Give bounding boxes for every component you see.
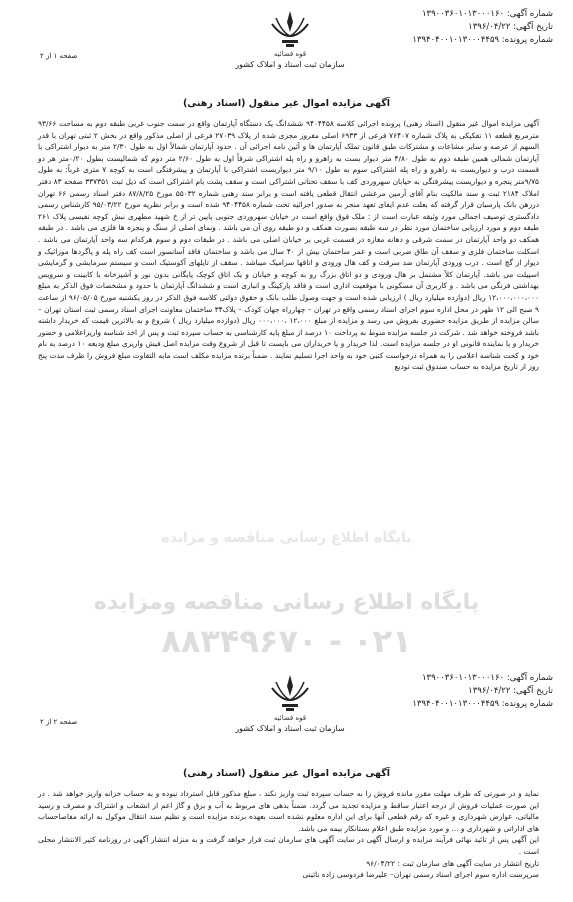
- judiciary-label: قوه قضائیه: [273, 714, 307, 722]
- notice1-page-number: صفحه ۱ از ۲: [40, 52, 78, 60]
- judiciary-emblem-icon: [260, 8, 320, 50]
- notice1-emblem: [200, 8, 380, 69]
- notice2-paragraph-1: نماید و در صورتی که ظرف مهلت مقرر مانده فروش را به حساب سپرده ثبت واریز نکند ، مبلغ مذکور قابل استرداد نبوده و به حساب خزانه واریز خواهد شد . در این صورت عملیات فروش از درجه اعتبار ساقط و مزایده تجدید می گردد. ضمناً بدهی های مربوط به آب و برق و گاز اعم از انشعاب و اشتراک و مصرف و رسید مالیاتی، عوارض شهرداری و غیره که رقم قطعی آنها برای این اداره معلوم نشده است بعهده برنده مزایده است و نظیم سند انتقال موکول به ارائه مفاصاحساب های اداراتی و شهرداری و ... و مورد مزایده طبق اعلام بستانکار بیمه می باشد.: [38, 789, 539, 833]
- notice2-publish-date: تاریخ انتشار در سایت آگهی های سازمان ثبت : ۹۶/۰۴/۲۲: [366, 858, 539, 868]
- notice2-ad-date: تاریخ آگهی: ۱۳۹۶/۰۴/۲۲: [468, 686, 553, 696]
- organization-name: سازمان ثبت اسناد و املاک کشور: [235, 724, 345, 733]
- notice2-ad-number: شماره آگهی: ۱۳۹۰۰۳۶۰۱۰۱۳۰۰۰۱۶۰: [421, 673, 553, 683]
- notice1-title: آگهی مزایده اموال غیر منقول (اسناد رهنی): [182, 98, 391, 109]
- judiciary-emblem-icon: [260, 672, 320, 714]
- notice1-ad-number: شماره آگهی: ۱۳۹۰۰۳۶۰۱۰۱۳۰۰۰۱۶۰: [421, 9, 553, 19]
- watermark-phone: ۰۲۱ - ۸۸۳۴۹۶۷۰: [161, 622, 412, 660]
- notice2-body: [38, 788, 539, 881]
- notice2-signature: سرپرست اداره سوم اجرای اسناد رسمی تهران– علیرضا فردوسی زاده نائینی: [302, 870, 539, 880]
- notice2-emblem: [200, 672, 380, 733]
- organization-name: سازمان ثبت اسناد و املاک کشور: [235, 60, 345, 69]
- watermark-title: پایگاه اطلاع رسانی مناقصه ومزایده: [93, 590, 480, 615]
- notice2-paragraph-2: این آگهی پس از تائید نهائی فرآیند مزایده و ارسال آگهی در سایت آگهی های سازمان ثبت قرار خواهد گرفت و به منزله انتشار آگهی در روزنامه کثیر الانتشار محلی است .: [38, 835, 539, 856]
- notice1-file-number: شماره پرونده: ۱۳۹۴۰۴۰۰۱۰۱۳۰۰۰۴۴۵۹: [412, 35, 553, 45]
- watermark-faint: پایگاه اطلاع رسانی مناقصه و مزایده: [161, 530, 412, 546]
- notice1-ad-date: تاریخ آگهی: ۱۳۹۶/۰۴/۲۲: [468, 22, 553, 32]
- notice2-page-number: صفحه ۲ از ۲: [40, 718, 78, 726]
- notice2-file-number: شماره پرونده: ۱۳۹۴۰۴۰۰۱۰۱۳۰۰۰۴۴۵۹: [412, 699, 553, 709]
- judiciary-label: قوه قضائیه: [273, 50, 307, 58]
- notice1-body: آگهی مزایده اموال غیر منقول (اسناد رهنی) پرونده اجرائی کلاسه ۹۴۰۴۴۵۸ ششدانگ یک دستگاه آپارتمان واقع در سمت جنوب غربی طبقه دوم به مساحت ۹۳/۶۶ مترمربع قطعه ۱۱ تفکیکی به پلاک شماره ۷۶۴۰۷ فرعی از ۶۹۳۳ اصلی مفروز مجزی شده از پلاک ۲۷۰۳۹ فرعی از اصلی مذکور واقع در بخش ۲ ثبتی تهران با قدر السهم از عرصه و سایر مشاعات و مشترکات طبق قانون تملک آپارتمان ها و آئین نامه اجرائی آن . حدود آپارتمان شمالاً اول به طول ۲/۳۰ متر به دیوار اشتراکی با آپارتمان شمالی همین طبقه دوم به طول ۴/۸۰ متر دیوار بست به راهرو و راه پله اشتراکی شرقاً اول به طول ۲/۶۰ متر دوم که شمالیست بطول ۰/۲۰متر هر دو قسمت درب و دیواریست به راهرو و راه پله اشتراکی سوم به طول ۹/۱۰ متر دیواریست اشتراکی با آپارتمان و پیشرفتگی است به کوچه ۷ متری غرباً: به طول ۹/۷۵متر پنجره و دیواریست پیشرفتگی به خیابان سهروردی کف با سقف تحتانی اشتراکی است و سقف پشت بام اشتراکی است که ذیل ثبت ۳۳۷۳۵۱ صفحه ۸۳ دفتر املاک ۲۱۸۴ ثبت و سند مالکیت بنام آقای آرمین مرعشی انتقال قطعی یافته است و برابر سند رهنی شماره ۵۵۰۳۲ مورخ ۸۷/۸/۲۵ دفتر اسناد رسمی ۶۶ تهران دررهن بانک پارسیان قرار گرفته که بعلت عدم ایفای تعهد منجر به صدور اجرائیه تحت شماره ۹۴۰۴۴۵۸ شده است و برابر نظریه مورخ ۹۵/۰۳/۲۲ کارشناس رسمی دادگستری توصیف اجمالی مورد وثیقه عبارت است از : ملک فوق واقع است در خیابان سهروردی جنوبی پایین تر از خ شهید مطهری نبش کوچه نفیسی پلاک ۲۶۱ طبقه دوم و مورد ارزیابی ساختمان مورد نظر در سه طبقه بصورت همکف و دو طبقه روی آن می باشد . ونمای اصلی از سنگ و پنجره ها فلزی می باشد . در طبقه همکف دو واحد آپارتمان در سمت شرقی و دهانه مغازه در قسمت غربی بر خیابان اصلی می باشد . در طبقات دوم و سوم هرکدام سه واحد آپارتمان می باشد . اسکلت ساختمان فلزی و سقف آن طاق ضربی است و عمر ساختمان بیش از ۴۰ سال می باشد و ساختمان فاقد آسانسور است کف راه پله و پاگردها موزائیک و دیوار از گچ است . درب ورودی آپارتمان ضد سرقت و کف هال ورودی و اتاقها سرامیک میباشد . سقف از تایلهای آکوستیک است و سیستم سرمایشی و گرمایشی اسپیلت می باشد. آپارتمان کلاً مشتمل بر هال ورودی و دو اتاق بزرگ رو به کوچه و خیابان و یک اتاق کوچک پایگانی بدون نور و آشپزخانه با کابینت و سرویس بهداشتی فرنگی می باشد . و کاربری آن مسکونی با موقعیت اداری است و فاقد پارکینگ و انباری است و ششدانگ آپارتمان با حدود و مشخصات فوق الذکر به مبلغ ۱۲،۰۰۰،۰۰۰،۰۰۰ ریال (دوازده میلیارد ریال ) ارزیابی شده است و جهت وصول طلب بانک و حقوق دولتی کلاسه فوق الذکر در روز یکشنبه مورخ ۹۶/۰۵/۰۵ از ساعت ۹ صبح الی ۱۲ ظهر در محل اداره سوم اجرای اسناد رسمی واقع در تهران – چهارراه جهان کودک – پلاک۳۴ ساختمان معاونت اجرای اسناد رسمی ثبت استان تهران – سالن مزایده از طریق مزایده حضوری بفروش می رسد و مزایده از مبلغ ۱۲،۰۰۰ ،۰۰۰،۰۰۰ ریال (دوازده میلیارد ریال ) شروع و به بالاترین قیمت که خریدار داشته باشد فروخته خواهد شد . شرکت در جلسه مزایده منوط به پرداخت ۱۰ درصد از مبلغ پایه کارشناسی به حساب سپرده ثبت و پس از اخذ شناسه واریزاعلامی و حضور خریدار و یا نماینده قانونی او در جلسه مزایده است. لذا خریدار و یا خریداران می بایست تا قبل از شروع وقت مزایده اصل فیش واریزی مبلغ ودیعه ۱۰ درصد به نام خود و کحت شناسه اعلامی را به همراه درخواست کتبی خود به واحد اجرا تسلیم نمایند . ضمناً برنده مزایده مکلف است مابه التفاوت مبلغ فروش را ظرف مدت پنج روز از تاریخ مزایده به حساب صندوق ثبت تودیع: [38, 119, 540, 372]
- notice2-title: آگهی مزایده اموال غیر منقول (اسناد رهنی): [182, 768, 391, 779]
